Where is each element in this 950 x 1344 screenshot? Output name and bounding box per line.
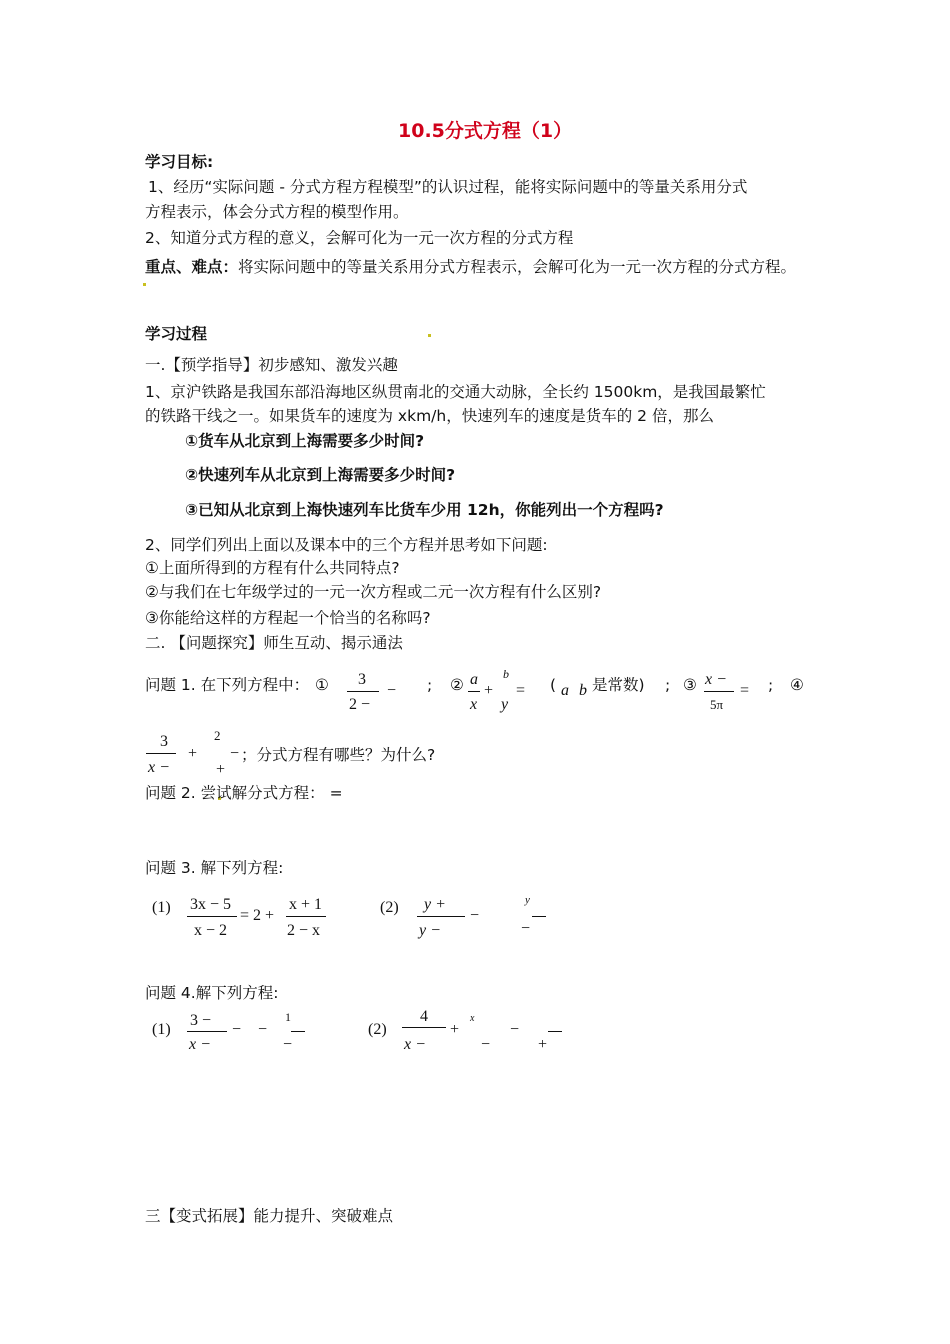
p4a-numerator-1: 3 − — [190, 1012, 212, 1029]
p3a-numerator-1: 3x − 5 — [190, 896, 232, 913]
eq2-a: a — [470, 671, 478, 688]
p4b-denominator-3: + — [538, 1036, 548, 1053]
eq4-numerator: 3 — [160, 733, 168, 750]
problem-4-part-2: (2) — [368, 1021, 387, 1038]
p3a-denominator-1: x − 2 — [194, 922, 228, 939]
eq-marker-2: ② — [450, 676, 464, 694]
eq-marker-3: ③ — [683, 676, 697, 694]
p3a-numerator-2: x + 1 — [289, 896, 323, 913]
fraction-bar — [347, 691, 379, 692]
problem-1-tail: ；分式方程有哪些？为什么? — [241, 746, 436, 764]
fraction-bar — [187, 916, 237, 917]
p3b-minus: − — [470, 907, 480, 924]
fraction-bar — [291, 1031, 305, 1032]
eq-marker-4: ④ — [790, 676, 804, 694]
paragraph-2-a: ①上面所得到的方程有什么共同特点? — [145, 559, 400, 577]
objectives-heading: 学习目标: — [145, 153, 214, 171]
eq2-plus: + — [484, 682, 494, 699]
p4b-numerator-1: 4 — [420, 1008, 428, 1025]
eq4-minus: − — [230, 745, 240, 762]
p3b-denominator-1: y − — [419, 922, 441, 939]
key-difficulty — [145, 257, 796, 277]
problem-4-part-1: (1) — [152, 1021, 171, 1038]
problem-2: 问题 2. 尝试解分式方程： = — [145, 784, 343, 802]
eq4-plus: + — [188, 745, 198, 762]
key-difficulty-text: 将实际问题中的等量关系用分式方程表示，会解可化为一元一次方程的分式方程。 — [238, 258, 797, 276]
scan-speck — [143, 283, 146, 286]
p3b-denominator-2: − — [521, 920, 531, 937]
p3a-middle: = 2 + — [240, 907, 275, 924]
problem-3: 问题 3. 解下列方程: — [145, 859, 284, 877]
paragraph-2: 2、同学们列出上面以及课本中的三个方程并思考如下问题: — [145, 536, 548, 554]
p4b-denominator-2: − — [481, 1036, 491, 1053]
eq-marker-1: ① — [315, 676, 329, 694]
key-difficulty-label: 重点、难点： — [145, 258, 239, 276]
problem-1-label: 问题 1. 在下列方程中： — [145, 676, 310, 694]
eq4-denominator: x − — [148, 759, 170, 776]
eq4-denominator-2: + — [216, 761, 226, 778]
p4b-minus: − — [510, 1021, 520, 1038]
eq3-denominator: 5π — [710, 697, 724, 712]
p4b-denominator-1: x − — [404, 1036, 426, 1053]
eq2-b: b — [503, 667, 509, 681]
fraction-bar — [532, 916, 546, 917]
p4b-plus: + — [450, 1021, 460, 1038]
separator: ; — [427, 676, 433, 694]
page-title: 10.5分式方程（1） — [398, 120, 573, 142]
eq2-equals: = — [516, 682, 526, 699]
question-3: ③已知从北京到上海快速列车比货车少用 12h，你能列出一个方程吗? — [185, 501, 664, 519]
fraction-bar — [146, 753, 176, 754]
section-3-heading: 三【变式拓展】能力提升、突破难点 — [145, 1207, 394, 1225]
p4a-minus: − — [232, 1021, 242, 1038]
p3b-numerator-2: y — [525, 894, 530, 906]
separator: ; — [768, 676, 774, 694]
eq2-y: y — [501, 696, 509, 713]
const-note: 是常数) — [592, 676, 645, 694]
paragraph-1-line-1: 1、京沪铁路是我国东部沿海地区纵贯南北的交通大动脉，全长约 1500km，是我国最繁忙 — [145, 383, 766, 401]
fraction-bar — [417, 916, 465, 917]
paragraph-2-b: ②与我们在七年级学过的一元一次方程或二元一次方程有什么区别? — [145, 583, 602, 601]
fraction-bar — [704, 691, 734, 692]
fraction-bar — [187, 1031, 227, 1032]
eq1-numerator: 3 — [358, 671, 366, 688]
eq2-x: x — [470, 696, 478, 713]
eq1-denominator: 2 − — [349, 696, 371, 713]
eq3-equals: = — [740, 682, 750, 699]
section-1-heading: 一.【预学指导】初步感知、激发兴趣 — [145, 356, 398, 374]
problem-3-part-2: (2) — [380, 899, 399, 916]
question-1: ①货车从北京到上海需要多少时间? — [185, 432, 425, 450]
objective-1-line-1: 1、经历“实际问题 - 分式方程方程模型”的认识过程，能将实际问题中的等量关系用分式 — [148, 178, 748, 196]
eq3-numerator: x − — [705, 671, 727, 688]
paragraph-2-c: ③你能给这样的方程起一个恰当的名称吗? — [145, 609, 431, 627]
problem-3-part-1: (1) — [152, 899, 171, 916]
p4b-numerator-2: x — [470, 1013, 475, 1024]
section-2-heading: 二. 【问题探究】师生互动、揭示通法 — [145, 634, 403, 652]
p4a-denominator-1: x − — [189, 1036, 211, 1053]
p4a-minus-2: − — [258, 1021, 268, 1038]
process-heading: 学习过程 — [145, 325, 208, 343]
paragraph-1-line-2: 的铁路干线之一。如果货车的速度为 xkm/h，快速列车的速度是货车的 2 倍，那么 — [145, 407, 714, 425]
problem-4: 问题 4.解下列方程: — [145, 984, 279, 1002]
eq1-tail: − — [387, 682, 397, 699]
fraction-bar — [402, 1027, 446, 1028]
objective-1-line-2: 方程表示，体会分式方程的模型作用。 — [145, 203, 409, 221]
fraction-bar — [468, 691, 480, 692]
eq4-numerator-2: 2 — [214, 728, 221, 743]
scan-speck — [428, 334, 431, 337]
p3b-numerator-1: y + — [424, 896, 446, 913]
fraction-bar — [548, 1031, 562, 1032]
paren-open: ( — [550, 676, 557, 694]
p4a-denominator-2: − — [283, 1036, 293, 1053]
eq2-const-b: b — [579, 682, 587, 699]
p4a-numerator-2: 1 — [285, 1010, 291, 1024]
separator: ; — [665, 676, 671, 694]
p3a-denominator-2: 2 − x — [287, 922, 321, 939]
objective-2: 2、知道分式方程的意义，会解可化为一元一次方程的分式方程 — [145, 229, 574, 247]
question-2: ②快速列车从北京到上海需要多少时间? — [185, 466, 456, 484]
fraction-bar — [286, 916, 326, 917]
eq2-const-a: a — [561, 682, 569, 699]
